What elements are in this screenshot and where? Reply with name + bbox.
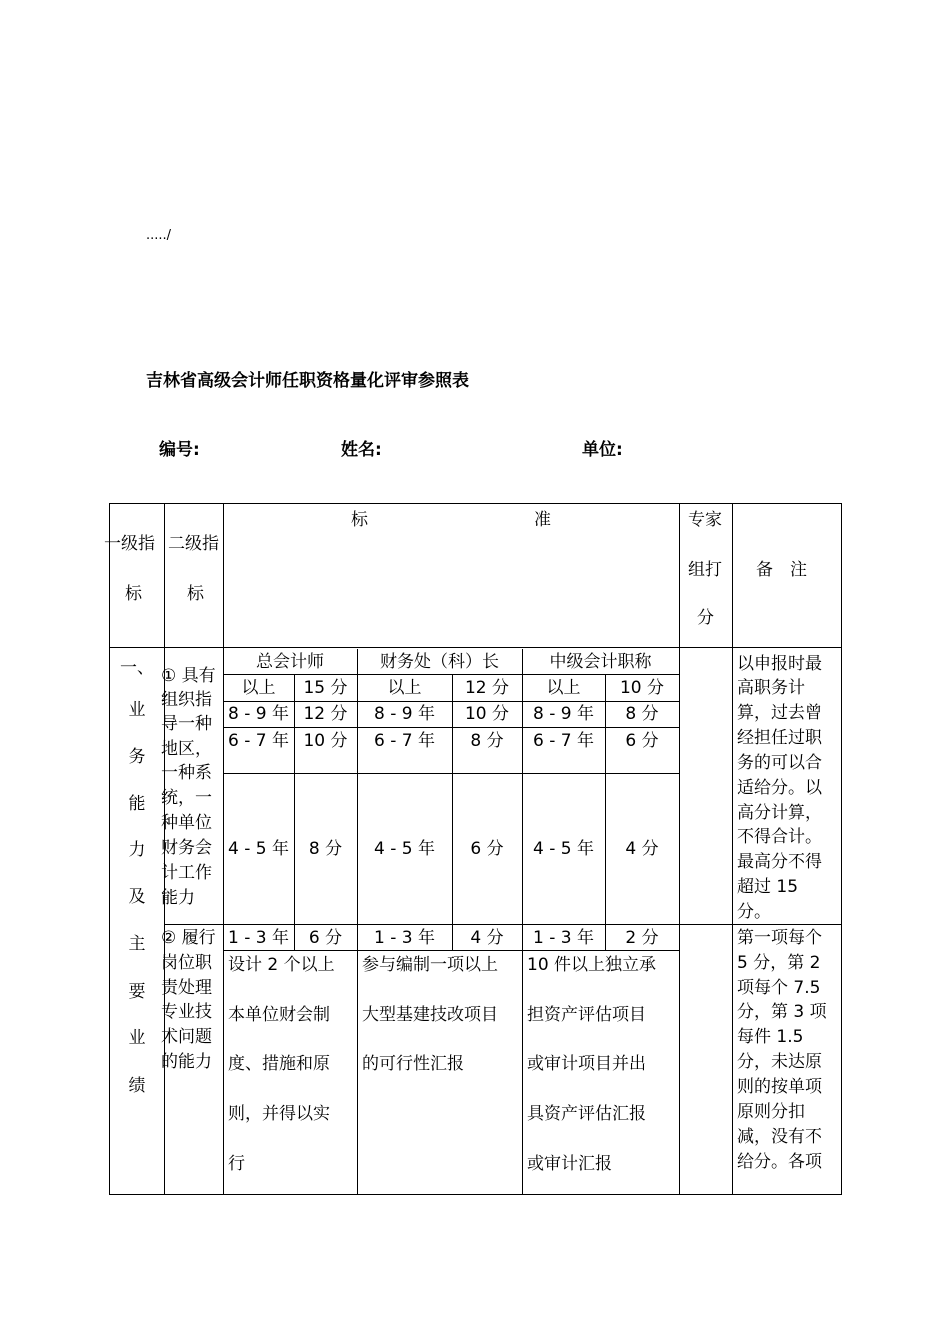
score-cell: 4 - 5 年	[228, 839, 289, 859]
item2-level2-line: 专业技	[161, 1002, 212, 1022]
level1-char: 绩	[128, 1076, 146, 1096]
item1-level2-line: 统，一	[161, 788, 212, 808]
item2-remark-line: 5 分，第 2	[737, 953, 821, 973]
item2-remark-line: 则的按单项	[737, 1077, 822, 1097]
item1-level2-line: 一种系	[161, 763, 212, 783]
score-cell: 以上	[387, 678, 422, 698]
score-cell: 6 分	[308, 928, 343, 948]
item1-level2-line: 组织指	[161, 690, 212, 710]
score-cell: 4 - 5 年	[533, 839, 594, 859]
level1-char: 及	[128, 887, 146, 907]
header-standard-char2: 准	[534, 510, 551, 530]
item2-level2-line: 岗位职	[161, 953, 212, 973]
level1-char: 力	[128, 840, 146, 860]
score-cell: 4 分	[625, 839, 659, 859]
score-cell: 1 - 3 年	[533, 928, 594, 948]
score-cell: 4 - 5 年	[374, 839, 435, 859]
score-cell: 10 分	[619, 678, 665, 698]
item1-remark-line: 适给分。以	[737, 778, 822, 798]
item2-col2-line: 参与编制一项以上	[362, 955, 498, 975]
header-mark: ...../	[146, 228, 172, 243]
level1-char: 主	[128, 934, 146, 954]
score-cell: 以上	[241, 678, 276, 698]
item2-col1-line: 行	[228, 1154, 245, 1174]
group-header-finance-head: 财务处（科）长	[380, 652, 499, 672]
item2-remark-line: 减，没有不	[737, 1127, 822, 1147]
header-level1-line1: 一级指	[104, 534, 155, 554]
level1-char: 务	[128, 747, 146, 767]
item2-col1-line: 则，并得以实	[228, 1104, 330, 1124]
score-cell: 15 分	[303, 678, 348, 698]
score-cell: 以上	[546, 678, 581, 698]
score-cell: 10 分	[464, 704, 510, 724]
level1-char: 业	[128, 700, 146, 720]
document-title: 吉林省高级会计师任职资格量化评审参照表	[146, 371, 469, 391]
item1-remark-line: 不得合计。	[737, 827, 822, 847]
header-level1-line2: 标	[125, 584, 142, 604]
item1-remark-line: 高分计算，	[737, 803, 822, 823]
item2-col2-line: 的可行性汇报	[362, 1054, 464, 1074]
item2-remark-line: 第一项每个	[737, 928, 822, 948]
level1-char: 业	[128, 1028, 146, 1048]
header-standard-char1: 标	[351, 510, 368, 530]
item1-level2-line: 财务会	[161, 838, 212, 858]
item1-level2-line: 导一种	[161, 714, 212, 734]
level1-char: 一、	[120, 658, 154, 678]
level1-char: 能	[128, 794, 146, 814]
item2-remark-line: 每件 1.5	[737, 1027, 804, 1047]
score-cell: 1 - 3 年	[228, 928, 289, 948]
header-level2-line2: 标	[187, 584, 204, 604]
item2-col3-line: 或审计汇报	[527, 1154, 612, 1174]
header-expert-line2: 组打	[688, 560, 722, 580]
score-cell: 6 - 7 年	[228, 731, 289, 751]
number-label: 编号:	[159, 440, 200, 460]
score-cell: 12 分	[464, 678, 510, 698]
item2-col3-line: 担资产评估项目	[527, 1005, 646, 1025]
item1-level2-line: 种单位	[161, 813, 212, 833]
item2-remark-line: 分，第 3 项	[737, 1002, 827, 1022]
header-level2-line1: 二级指	[168, 534, 219, 554]
score-cell: 8 分	[470, 731, 504, 751]
item1-remark-line: 务的可以合	[737, 753, 822, 773]
item2-col2-line: 大型基建技改项目	[362, 1005, 498, 1025]
item2-remark-line: 给分。各项	[737, 1152, 822, 1172]
item1-remark-line: 超过 15	[737, 877, 799, 897]
item2-level2-line: ② 履行	[161, 928, 216, 948]
score-cell: 6 - 7 年	[533, 731, 594, 751]
item1-level2-line: 计工作	[161, 863, 212, 883]
group-header-chief-accountant: 总会计师	[256, 652, 324, 672]
header-expert-line1: 专家	[688, 510, 722, 530]
score-cell: 8 - 9 年	[228, 704, 289, 724]
score-cell: 2 分	[625, 928, 659, 948]
score-cell: 6 分	[625, 731, 659, 751]
header-expert-line3: 分	[697, 608, 714, 628]
item2-level2-line: 责处理	[161, 978, 212, 998]
score-cell: 6 - 7 年	[374, 731, 435, 751]
score-cell: 8 - 9 年	[374, 704, 435, 724]
score-cell: 8 分	[625, 704, 659, 724]
score-cell: 6 分	[470, 839, 504, 859]
item2-col3-line: 或审计项目并出	[527, 1054, 646, 1074]
unit-label: 单位:	[582, 440, 623, 460]
item2-col1-line: 度、措施和原	[228, 1054, 330, 1074]
item2-level2-line: 术问题	[161, 1027, 212, 1047]
score-cell: 1 - 3 年	[374, 928, 435, 948]
score-cell: 8 分	[308, 839, 343, 859]
score-cell: 8 - 9 年	[533, 704, 594, 724]
item1-level2-line: ① 具有	[161, 666, 216, 686]
score-cell: 10 分	[303, 731, 348, 751]
item2-remark-line: 原则分扣	[737, 1102, 805, 1122]
score-cell: 4 分	[470, 928, 504, 948]
item2-col1-line: 设计 2 个以上	[228, 955, 335, 975]
evaluation-table	[104, 503, 842, 1195]
item1-remark-line: 算，过去曾	[737, 703, 822, 723]
item2-remark-line: 项每个 7.5	[737, 978, 821, 998]
name-label: 姓名:	[341, 440, 382, 460]
item1-remark-line: 经担任过职	[737, 728, 822, 748]
level1-char: 要	[128, 982, 146, 1002]
item1-level2-line: 能力	[161, 888, 195, 908]
item1-remark-line: 最高分不得	[737, 852, 822, 872]
item1-remark-line: 分。	[737, 902, 771, 922]
header-remark: 备 注	[756, 560, 807, 580]
item1-remark-line: 以申报时最	[737, 654, 822, 674]
score-cell: 12 分	[303, 704, 348, 724]
group-header-intermediate-title: 中级会计职称	[549, 652, 652, 672]
item2-col3-line: 10 件以上独立承	[527, 955, 657, 975]
item2-col3-line: 具资产评估汇报	[527, 1104, 646, 1124]
item1-remark-line: 高职务计	[737, 678, 805, 698]
item2-col1-line: 本单位财会制	[228, 1005, 330, 1025]
item1-level2-line: 地区，	[161, 739, 212, 759]
item2-remark-line: 分，未达原	[737, 1052, 822, 1072]
item2-level2-line: 的能力	[161, 1052, 212, 1072]
